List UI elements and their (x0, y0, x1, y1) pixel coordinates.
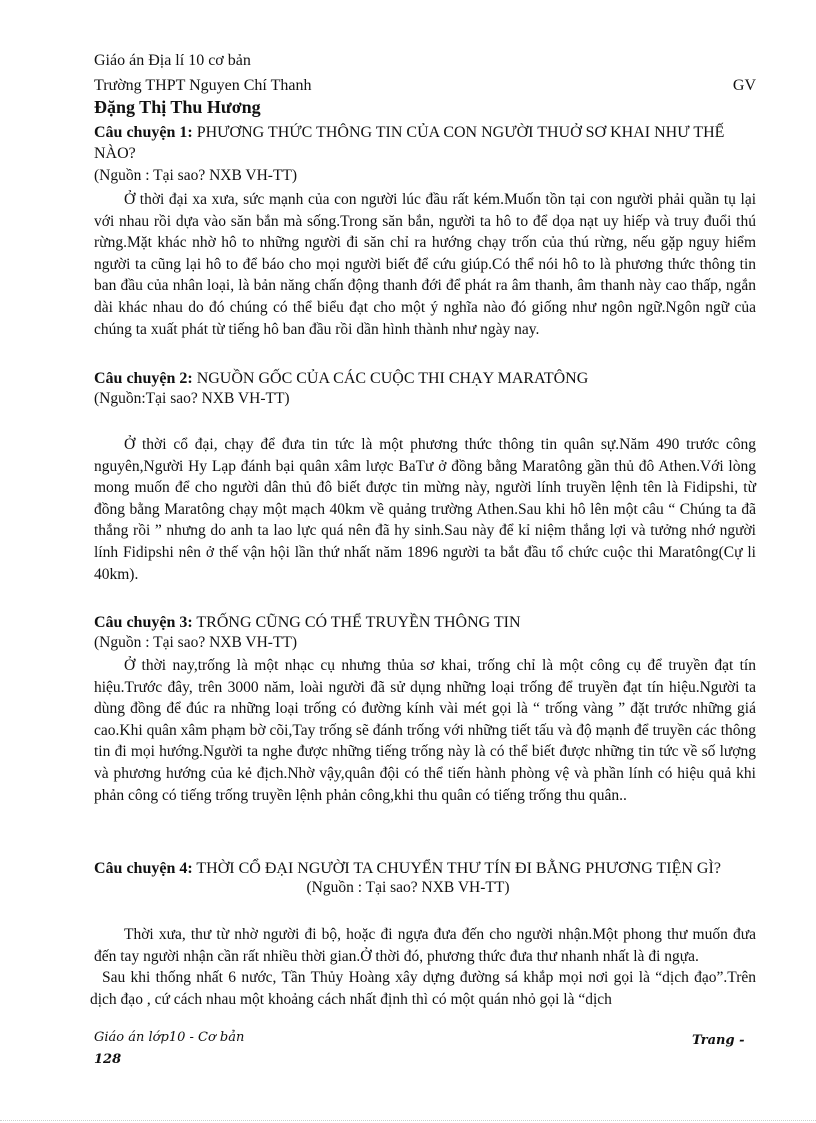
story-4-title: THỜI CỔ ĐẠI NGƯỜI TA CHUYỂN THƯ TÍN ĐI BẰNG PHƯƠNG TIỆN GÌ? (192, 860, 721, 877)
story-4-source: (Nguồn : Tại sao? NXB VH-TT) (306, 879, 510, 896)
story-2-body (94, 434, 756, 585)
story-3-paragraph: Ở thời nay,trống là một nhạc cụ nhưng thủa sơ khai, trống chỉ là một công cụ để truyền đạt tín hiệu.Trước đây, trên 3000 năm, loài người đã sử dụng những loại trống để truyền đạt tín hiệu.Người ta dùng đồng để đúc ra những loại trống có đường kính vài mét gọi là “ trống vàng ” đặt trước những giá cao.Khi quân xâm phạm bờ cõi,Tay trống sẽ đánh trống với những tiết tấu và độ mạnh để truyền các thông tin đi mọi hướng.Người ta nghe được những tiếng trống này là có thể biết được những tin tức về số lượng và phương hướng của kẻ địch.Nhờ vậy,quân đội có thể tiến hành phòng vệ và phần lính có hiệu quả khi phản công có tiếng trống truyền lệnh phản công,khi thu quân có tiếng trống thu quân.. (94, 657, 756, 804)
story-1-paragraph: Ở thời đại xa xưa, sức mạnh của con người lúc đầu rất kém.Muốn tồn tại con người phải quần tụ lại với nhau rồi dựa vào săn bắn mà sống.Trong săn bắn, người ta hô to để dọa nạt uy hiếp và truy đuổi thú rừng.Mặt khác nhờ hô to những người đi săn chỉ ra hướng chạy trốn của thú rừng, nếu gặp nguy hiểm người ta cũng lại hô to để báo cho mọi người biết để cứu giúp.Có thể nói hô to là phương thức thông tin ban đầu của nhân loại, là bản năng chấn động thanh đới để phát ra âm thanh, âm thanh này cao thấp, ngắn dài khác nhau do đó chúng có thể biểu đạt cho một ý nghĩa nào đó giống như ngôn ngữ.Ngôn ngữ của chúng ta xuất phát từ tiếng hô ban đầu rồi dần hình thành như ngày nay. (94, 191, 756, 338)
story-1-source: (Nguồn : Tại sao? NXB VH-TT) (94, 167, 298, 184)
story-3-source: (Nguồn : Tại sao? NXB VH-TT) (94, 634, 298, 651)
header-teacher: Đặng Thị Thu Hương (94, 97, 261, 117)
footer-course: Giáo án lớp10 - Cơ bản (94, 1030, 245, 1045)
story-1-heading (94, 122, 756, 164)
story-4-heading (94, 858, 756, 879)
story-4-paragraph-2: Sau khi thống nhất 6 nước, Tần Thủy Hoàng xây dựng đường sá khắp mọi nơi gọi là “dịch đạo”.Trên dịch đạo , cứ cách nhau một khoảng cách nhất định thì có một quán nhỏ gọi là “dịch (90, 969, 756, 1008)
story-4-paragraph-1: Thời xưa, thư từ nhờ người đi bộ, hoặc đi ngựa đưa đến cho người nhận.Một phong thư muốn đưa đến tay người nhận cần rất nhiều thời gian.Ở thời đó, phương thức đưa thư nhanh nhất là đi ngựa. (94, 926, 756, 965)
story-1-label: Câu chuyện 1: (94, 124, 193, 141)
header-school: Trường THPT Nguyen Chí Thanh (94, 77, 312, 94)
footer-page-label: Trang - (692, 1033, 745, 1048)
footer-page-number: 128 (94, 1052, 122, 1067)
story-4-body (90, 924, 756, 1010)
story-2-label: Câu chuyện 2: (94, 370, 193, 387)
story-1-body (94, 189, 756, 340)
story-2-paragraph: Ở thời cổ đại, chạy để đưa tin tức là một phương thức thông tin quân sự.Năm 490 trước công nguyên,Người Hy Lạp đánh bại quân xâm lược BaTư ở đồng bằng Maratông gần thủ đô Athen.Với lòng mong muốn để cho người dân thủ đô biết được tin mừng này, người lính truyền lệnh tên là Fidipshi, từ đồng bằng Maratông chạy một mạch 40km về quảng trường Athen.Sau khi hô lên một câu “ Chúng ta đã thắng rồi ” nhưng do anh ta lao lực quá nên đã hy sinh.Sau này để kỉ niệm thắng lợi và tưởng nhớ người lính Fidipshi nên ở thế vận hội lần thứ nhất năm 1896 người ta bắt đầu tổ chức cuộc thi Maratông(Cự li 40km). (94, 436, 756, 583)
page-bottom-divider (0, 1120, 816, 1121)
story-3-label: Câu chuyện 3: (94, 614, 193, 631)
header-gv: GV (732, 77, 756, 94)
story-3-heading (94, 612, 756, 633)
header-subject: Giáo án Địa lí 10 cơ bản (94, 52, 251, 69)
header-school-line (94, 77, 756, 95)
story-2-source: (Nguồn:Tại sao? NXB VH-TT) (94, 390, 290, 407)
story-3-body (94, 655, 756, 806)
story-1-title: PHƯƠNG THỨC THÔNG TIN CỦA CON NGƯỜI THUỞ SƠ KHAI NHƯ THẾ NÀO? (94, 124, 725, 162)
story-4-label: Câu chuyện 4: (94, 860, 193, 877)
story-2-title: NGUỒN GỐC CỦA CÁC CUỘC THI CHẠY MARATÔNG (192, 370, 589, 387)
story-3-title: TRỐNG CŨNG CÓ THỂ TRUYỀN THÔNG TIN (192, 614, 521, 631)
story-2-heading (94, 368, 756, 389)
